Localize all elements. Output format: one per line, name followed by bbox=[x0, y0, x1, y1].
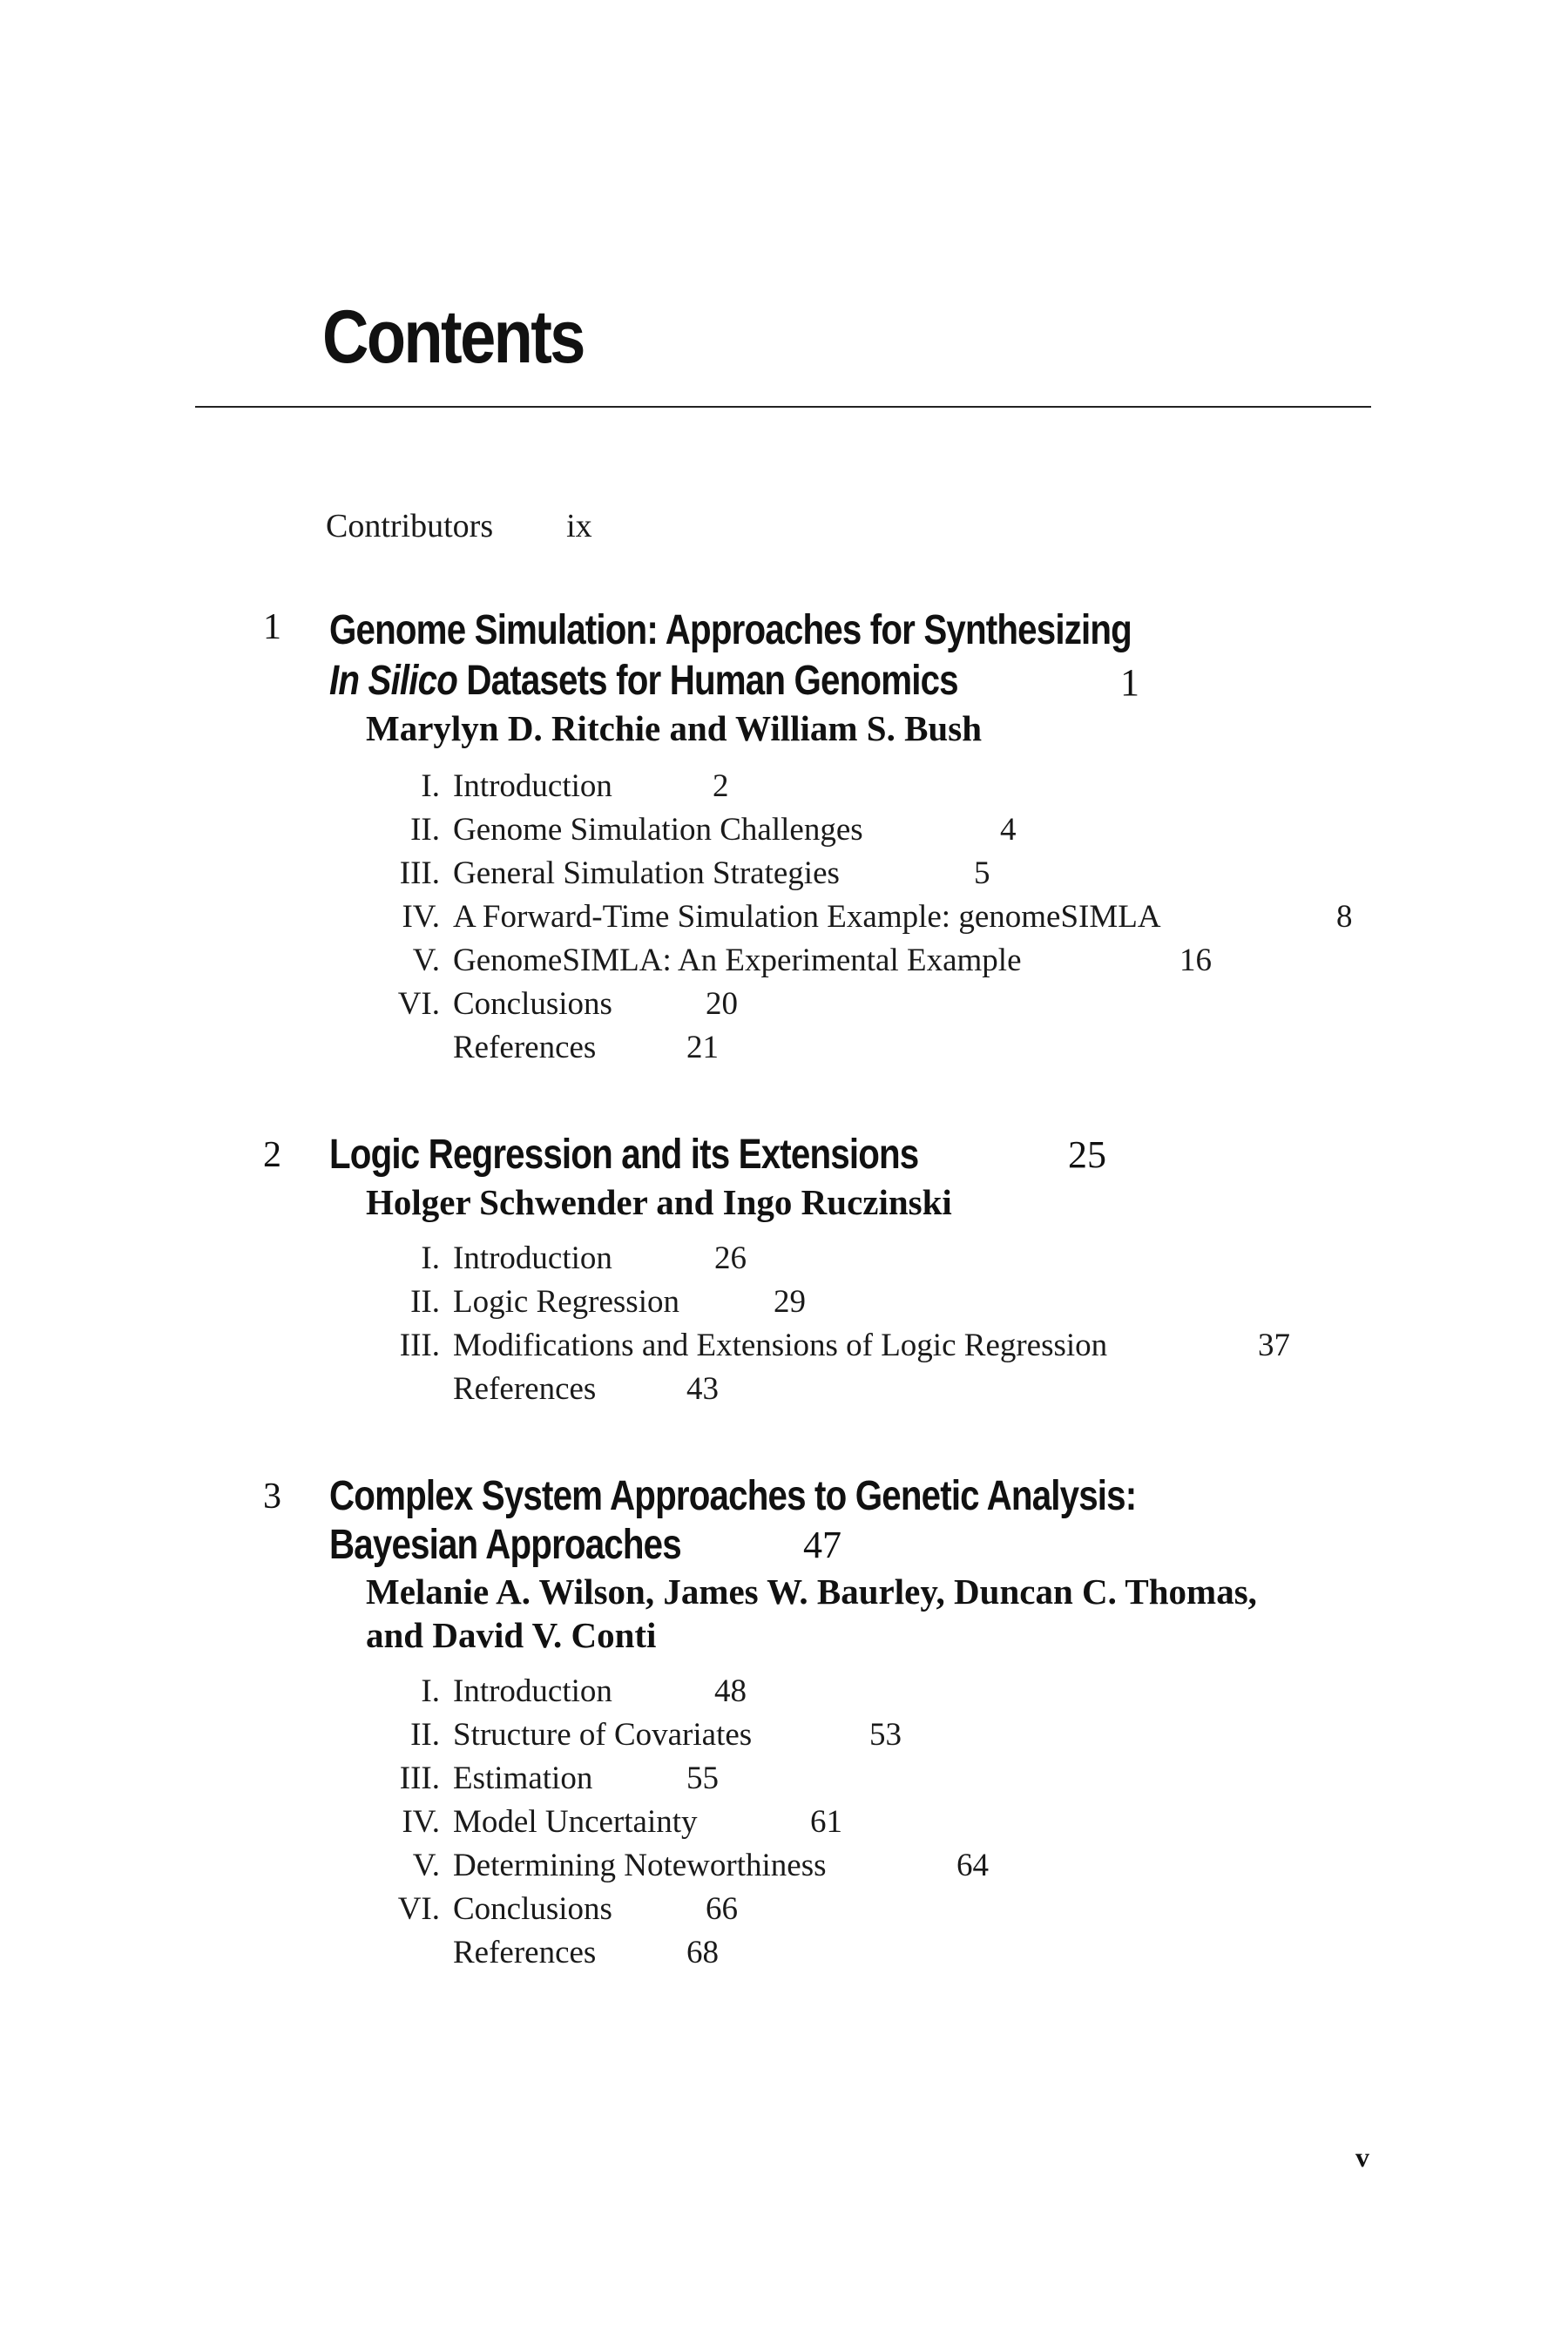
section-page: 66 bbox=[706, 1891, 738, 1927]
section-page: 20 bbox=[706, 986, 738, 1022]
section-page: 68 bbox=[686, 1935, 719, 1970]
section-title: Estimation bbox=[453, 1761, 593, 1796]
section-page: 26 bbox=[714, 1240, 747, 1276]
section-numeral: II. bbox=[410, 1284, 440, 1320]
section-page: 21 bbox=[686, 1030, 719, 1065]
section-numeral: III. bbox=[399, 1761, 440, 1796]
section-entry[interactable] bbox=[0, 1716, 1568, 1760]
section-page: 8 bbox=[1336, 899, 1353, 935]
chapter-authors-line-2: and David V. Conti bbox=[366, 1615, 657, 1655]
section-entry[interactable] bbox=[0, 1934, 1568, 1977]
section-title: References bbox=[453, 1935, 597, 1970]
section-title: Determining Noteworthiness bbox=[453, 1848, 827, 1883]
chapter-title-italic: In Silico bbox=[329, 658, 458, 704]
title-rule bbox=[195, 406, 1371, 408]
page-folio: v bbox=[1355, 2141, 1369, 2173]
section-page: 64 bbox=[956, 1848, 989, 1883]
contributors-entry[interactable] bbox=[326, 507, 592, 545]
section-entry[interactable] bbox=[0, 811, 1568, 855]
section-entry[interactable] bbox=[0, 1803, 1568, 1847]
section-entry[interactable] bbox=[0, 1673, 1568, 1716]
section-title: Model Uncertainty bbox=[453, 1804, 698, 1840]
section-entry[interactable] bbox=[0, 1370, 1568, 1414]
section-title: References bbox=[453, 1030, 597, 1065]
section-list bbox=[0, 1673, 1568, 1977]
section-title: General Simulation Strategies bbox=[453, 855, 840, 891]
section-entry[interactable] bbox=[0, 985, 1568, 1029]
section-title: Conclusions bbox=[453, 1891, 612, 1927]
chapter-title-rest: Datasets for Human Genomics bbox=[457, 658, 958, 704]
section-list bbox=[0, 1240, 1568, 1414]
section-title: GenomeSIMLA: An Experimental Example bbox=[453, 943, 1022, 978]
section-title: Introduction bbox=[453, 1673, 612, 1709]
chapter-title-line-2 bbox=[329, 657, 958, 705]
section-numeral: I. bbox=[421, 768, 440, 804]
section-numeral: VI. bbox=[397, 986, 440, 1022]
chapter-number: 1 bbox=[263, 607, 281, 647]
section-numeral: II. bbox=[410, 812, 440, 848]
chapter-authors-line-1: Melanie A. Wilson, James W. Baurley, Duncan C. Thomas, bbox=[366, 1571, 1257, 1612]
section-page: 53 bbox=[869, 1717, 902, 1753]
section-numeral: I. bbox=[421, 1240, 440, 1276]
chapter-number: 2 bbox=[263, 1135, 281, 1175]
section-page: 37 bbox=[1258, 1328, 1290, 1363]
section-list bbox=[0, 767, 1568, 1072]
section-entry[interactable] bbox=[0, 1283, 1568, 1327]
chapter-page: 25 bbox=[1068, 1133, 1106, 1176]
section-page: 2 bbox=[713, 768, 729, 804]
section-numeral: I. bbox=[421, 1673, 440, 1709]
section-page: 16 bbox=[1179, 943, 1212, 978]
section-title: A Forward-Time Simulation Example: genomeSIMLA bbox=[453, 899, 1161, 935]
section-entry[interactable] bbox=[0, 942, 1568, 985]
section-title: References bbox=[453, 1371, 597, 1407]
page-title: Contents bbox=[322, 295, 584, 379]
section-entry[interactable] bbox=[0, 1240, 1568, 1283]
chapter-number: 3 bbox=[263, 1477, 281, 1517]
section-entry[interactable] bbox=[0, 898, 1568, 942]
section-entry[interactable] bbox=[0, 855, 1568, 898]
section-entry[interactable] bbox=[0, 767, 1568, 811]
section-entry[interactable] bbox=[0, 1760, 1568, 1803]
section-page: 48 bbox=[714, 1673, 747, 1709]
section-page: 43 bbox=[686, 1371, 719, 1407]
section-page: 61 bbox=[810, 1804, 842, 1840]
section-page: 4 bbox=[1000, 812, 1017, 848]
chapter-title-line-1: Logic Regression and its Extensions bbox=[329, 1132, 919, 1178]
section-numeral: V. bbox=[412, 943, 440, 978]
chapter-title-line-2: Bayesian Approaches bbox=[329, 1522, 681, 1568]
section-page: 55 bbox=[686, 1761, 719, 1796]
chapter-authors: Holger Schwender and Ingo Ruczinski bbox=[366, 1182, 952, 1222]
section-title: Conclusions bbox=[453, 986, 612, 1022]
section-numeral: III. bbox=[399, 855, 440, 891]
chapter-page: 47 bbox=[803, 1524, 841, 1566]
section-page: 29 bbox=[774, 1284, 806, 1320]
section-entry[interactable] bbox=[0, 1327, 1568, 1370]
section-title: Introduction bbox=[453, 768, 612, 804]
chapter-title-line-1: Complex System Approaches to Genetic Analysis: bbox=[329, 1473, 1137, 1519]
section-numeral: III. bbox=[399, 1328, 440, 1363]
section-title: Genome Simulation Challenges bbox=[453, 812, 863, 848]
section-numeral: II. bbox=[410, 1717, 440, 1753]
section-numeral: IV. bbox=[402, 899, 440, 935]
section-page: 5 bbox=[974, 855, 990, 891]
section-numeral: V. bbox=[412, 1848, 440, 1883]
section-title: Modifications and Extensions of Logic Regression bbox=[453, 1328, 1108, 1363]
section-numeral: IV. bbox=[402, 1804, 440, 1840]
section-title: Structure of Covariates bbox=[453, 1717, 753, 1753]
contributors-label: Contributors bbox=[326, 508, 494, 544]
section-title: Introduction bbox=[453, 1240, 612, 1276]
section-numeral: VI. bbox=[397, 1891, 440, 1927]
contributors-page: ix bbox=[566, 508, 592, 544]
section-entry[interactable] bbox=[0, 1847, 1568, 1890]
chapter-title-line-1: Genome Simulation: Approaches for Synthesizing bbox=[329, 607, 1132, 653]
section-entry[interactable] bbox=[0, 1890, 1568, 1934]
section-title: Logic Regression bbox=[453, 1284, 679, 1320]
chapter-page: 1 bbox=[1120, 661, 1139, 704]
chapter-authors: Marylyn D. Ritchie and William S. Bush bbox=[366, 708, 982, 748]
section-entry[interactable] bbox=[0, 1029, 1568, 1072]
